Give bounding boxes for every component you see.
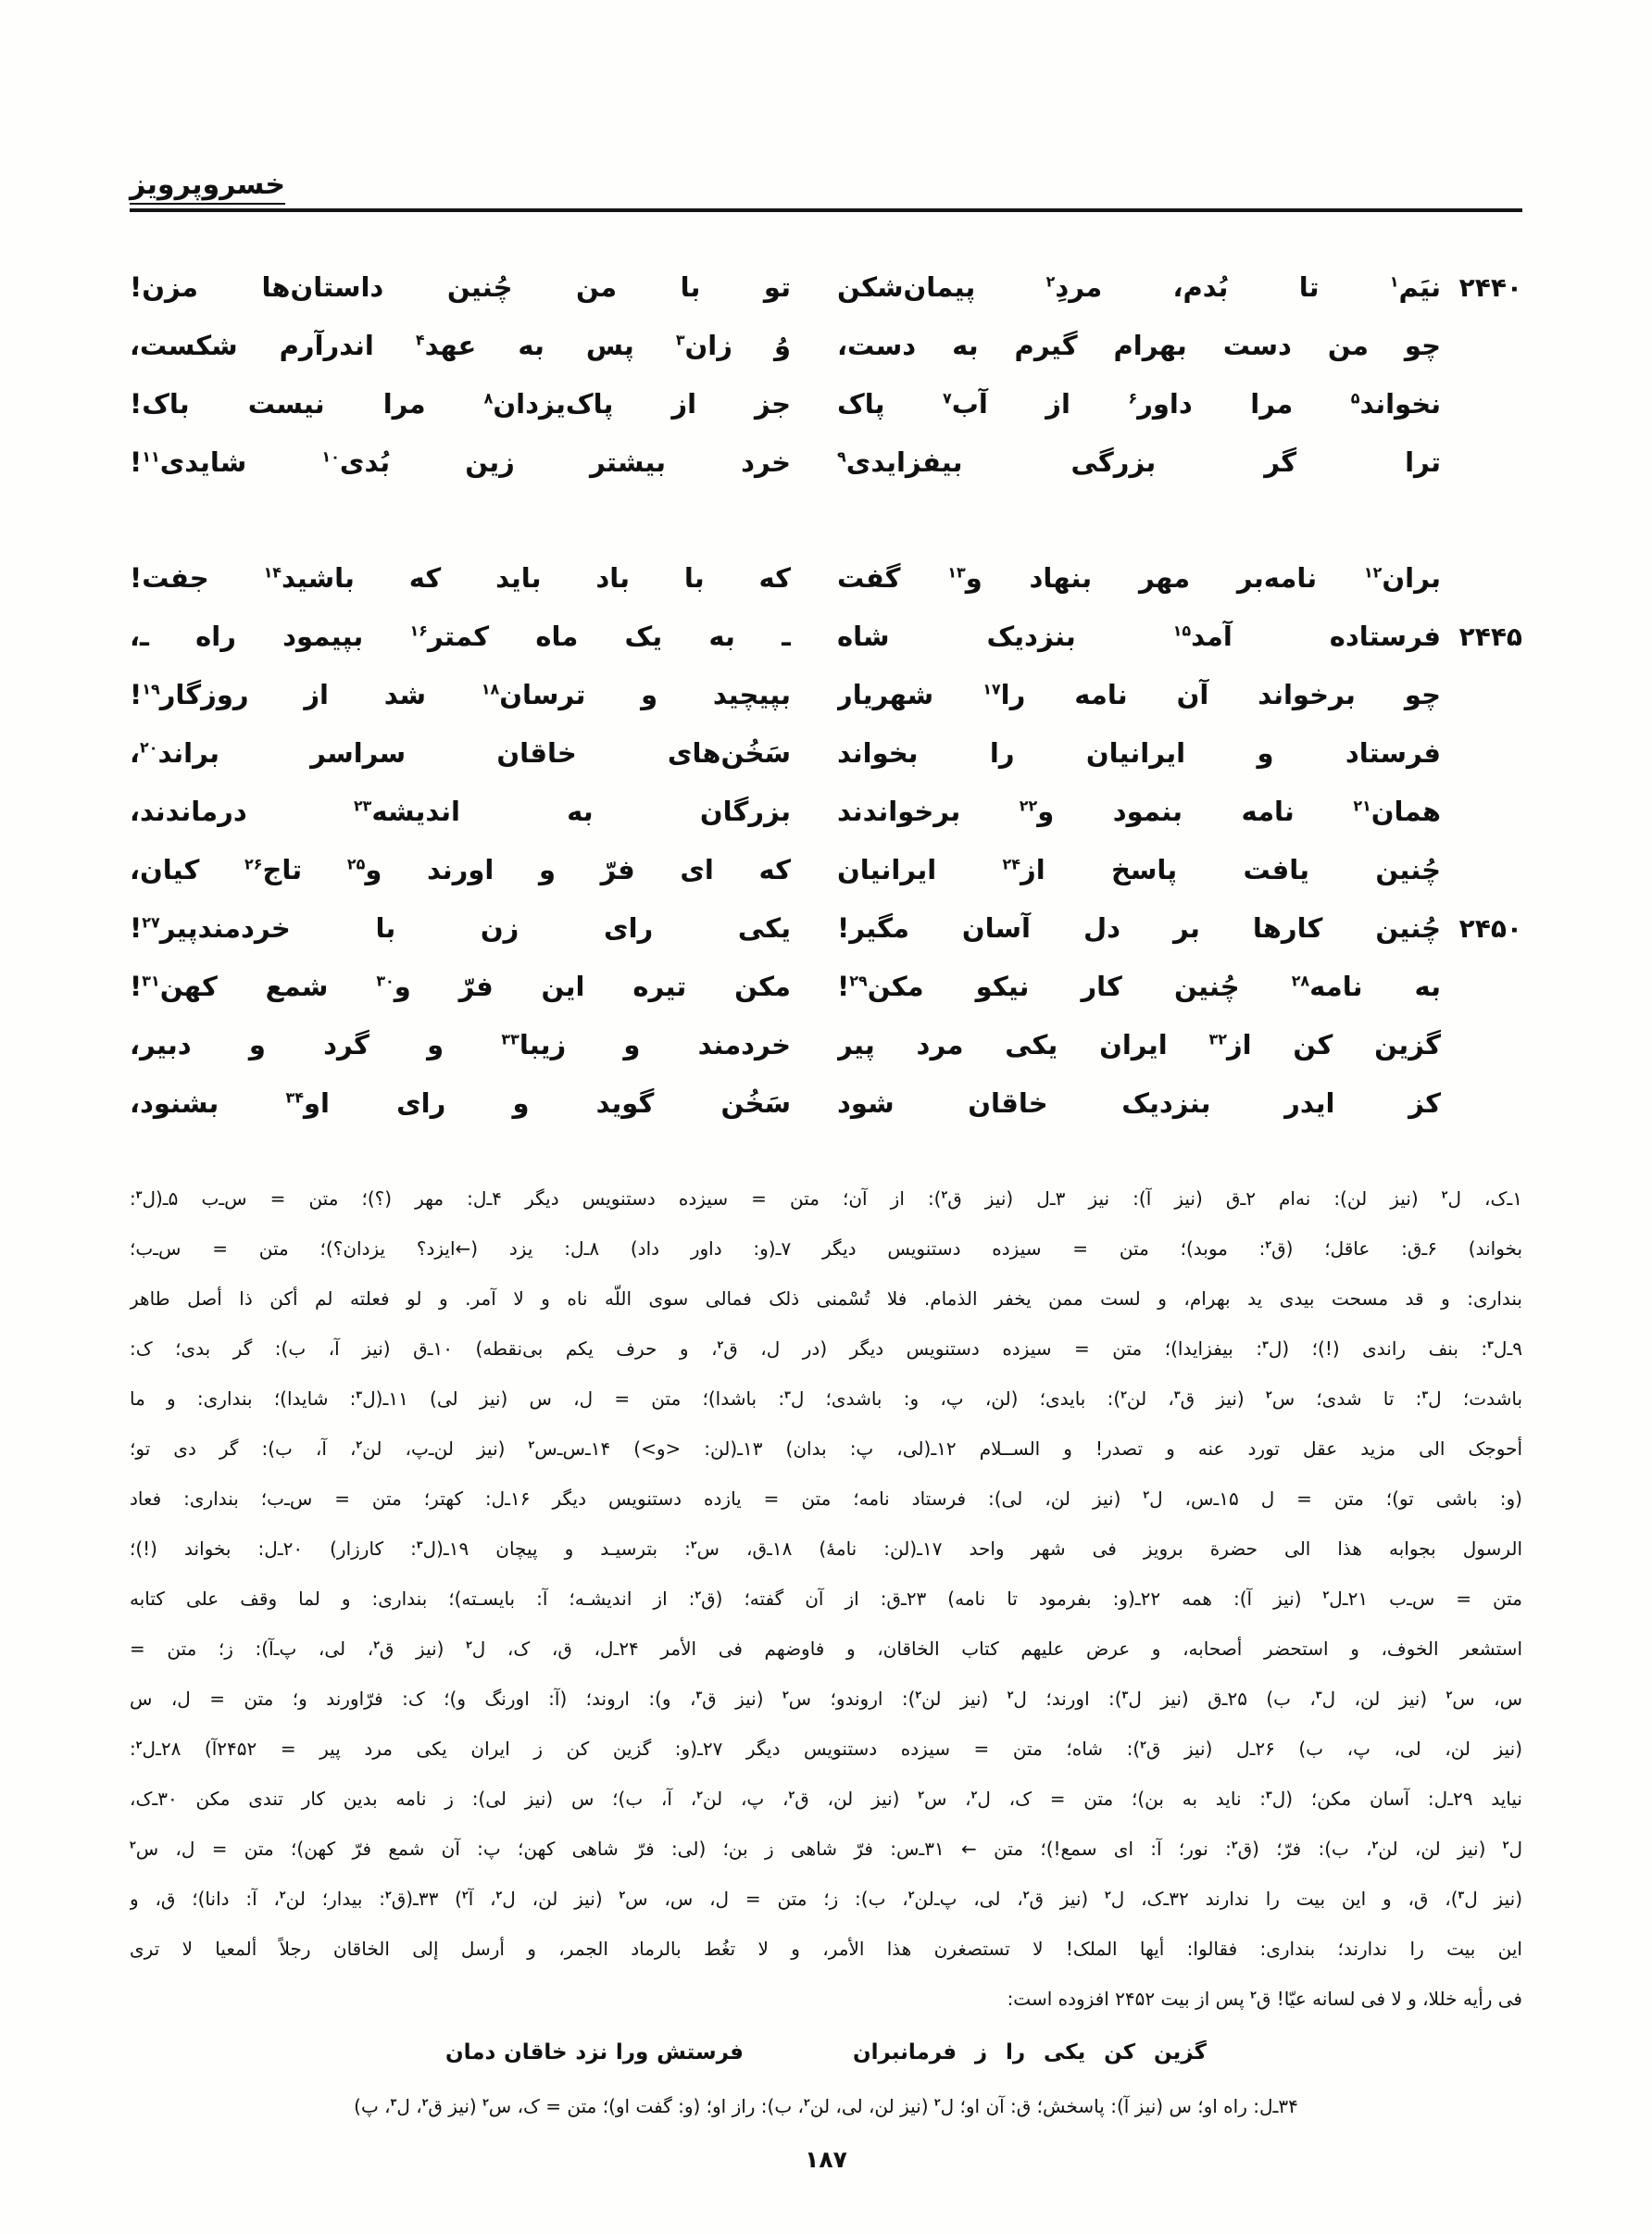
footnote-line: س، س$^۲$ (نیز لن، ل$^۳$، ب) ۲۵ـ‌ق (نیز ل$^۳$): اورند؛ ل$^۲$ (نیز لن$^۲$): اروندو؛ س$^۲$ (نیز ق$^۳$، و): اروند؛ (آ: اورنگ و)؛ ک: فرّاورند و؛ متن = ل، س — [130, 1688, 1522, 1710]
footnote-line: (نیز لن، لی، پ، ب) ۲۶ـ‌ل (نیز ق$^۲$): شاه؛ متن = سیزده دستنویس دیگر ۲۷ـ(و: گزین کن ز ایران یکی مرد پیر = ۲۴۵۲آ) ۲۸ـ‌ل$^۲$: — [130, 1738, 1522, 1760]
footnote-line: ۹ـ‌ل$^۳$: بنف راندی (!)؛ (ل$^۳$: بیفزایدا)؛ متن = سیزده دستنویس دیگر (در ل، ق$^۲$، و حرف یکم بی‌نقطه) ۱۰ـ‌ق (نیز آ، ب): گر بدی؛ ک: — [130, 1337, 1522, 1360]
poem-block — [130, 258, 1522, 1133]
hemistich-right: ترا گر بزرگی بیفزایدی$^۹$ — [837, 446, 1441, 479]
hemistich-left: تو با من چُنین داستان‌ها مزن! — [130, 271, 791, 304]
footnote-line: متن = س‌ـ‌ب ۲۱ـ‌ل$^۲$ (نیز آ): همه ۲۲ـ(و: بفرمود تا نامه) ۲۳ـ‌ق: از آن گفته؛ (ق$^۲$: از اندیشـه؛ آ: بایسـته)؛ بنداری: و لما وقف علی کتابه — [130, 1588, 1522, 1610]
hemistich-right: همان$^{۲۱}$ نامه بنمود و$^{۲۲}$ برخواندند — [837, 796, 1441, 828]
footnote-line: باشدت؛ ل$^۳$: تا شدی؛ س$^۲$ (نیز ق$^۳$، لن$^۲$): بایدی؛ (لن، پ، و: باشدی؛ ل$^۳$: باشدا)؛ متن = ل، س (نیز لی) ۱۱ـ(ل$^۳$: شایدا)؛ بنداری: و ما — [130, 1387, 1522, 1410]
verse-number: ۲۴۴۵ — [1458, 621, 1522, 652]
page-number: ۱۸۷ — [805, 2146, 847, 2173]
footnote-line: ۱ـ‌ک، ل$^۲$ (نیز لن): نه‌ام ۲ـ‌ق (نیز آ): نیز ۳ـ‌ل (نیز ق$^۲$): از آن؛ متن = سیزده دستنویس دیگر ۴ـ‌ل: مهر (؟)؛ متن = س‌ـ‌ب ۵ـ(ل$^۳$: — [130, 1187, 1522, 1210]
hemistich-left: جز از پاک‌یزدان$^۸$ مرا نیست باک! — [130, 388, 791, 420]
inline-verse-hemistich-left: فرستش ورا نزد خاقان دمان — [445, 2040, 744, 2065]
page-header — [130, 0, 1522, 212]
verse-row — [130, 1016, 1522, 1074]
footnote-line: ل$^۲$ (نیز لن، لن$^۲$، ب): فرّ؛ (ق$^۲$: نور؛ آ: ای سمع!)؛ متن ← ۳۱ـ‌س: فرّ شاهی ز بن؛ (لی: فرّ شاهی کهن؛ پ: آن شمع فرّ کهن)؛ متن = ل، س$^۲$ — [130, 1838, 1522, 1860]
hemistich-right: چو من دست بهرام گیرم به دست، — [837, 330, 1441, 362]
verse-row — [130, 958, 1522, 1016]
footnote-line: الرسول بجوابه هذا الی حضرة برویز فی شهر واحد ۱۷ـ(لن: نامهٔ) ۱۸ـ‌ق، س$^۲$: بترسیـد و پیچان ۱۹ـ(ل$^۳$: کارزار) ۲۰ـ‌ل: بخواند (!)؛ — [130, 1537, 1522, 1560]
hemistich-left: خرد بیشتر زین بُدی$^{۱۰}$ شایدی$^{۱۱}$! — [130, 446, 791, 479]
verse-row — [130, 841, 1522, 899]
inline-verse-hemistich-right: گزین کن یکی را ز فرمانبران — [853, 2040, 1207, 2065]
footnote-line: بنداری: و قد مسحت بیدی ید بهرام، و لست ممن یخفر الذمام. فلا تُسْمنی ذلک فمالی سوی اللّه ناه و لا آمر. و لو فعلته لم أکن ذا أصل طاهر — [130, 1287, 1522, 1310]
verse-row — [130, 899, 1522, 958]
hemistich-left: مکن تیره این فرّ و$^{۳۰}$ شمعِ کهن$^{۳۱}$! — [130, 971, 791, 1003]
chapter-title: خسروپرویز — [130, 169, 285, 205]
hemistich-left: وُ زان$^۳$ پس به عهد$^۴$ اندرآرم شکست، — [130, 330, 791, 362]
verse-row — [130, 549, 1522, 608]
hemistich-right: چُنین کارها بر دل آسان مگیر! — [837, 912, 1441, 945]
hemistich-left: بپیچید و ترسان$^{۱۸}$ شد از روزگار$^{۱۹}$! — [130, 679, 791, 711]
hemistich-right: کز ایدر بنزدیک خاقان شود — [837, 1087, 1441, 1120]
critical-apparatus — [130, 1173, 1522, 2131]
hemistich-left: ـ به یک ماه کمتر$^{۱۶}$ بپیمود راه ـ، — [130, 621, 791, 653]
verse-row — [130, 666, 1522, 724]
footnote-line: (نیز ل$^۳$)، ق، و این بیت را ندارند ۳۲ـ‌ک، ل$^۲$ (نیز ق$^۲$، لی، پ‌ـ‌لن$^۲$، ب): ز؛ متن = ل، س، س$^۲$ (نیز لن، ل$^۲$، آ$^۲$) ۳۳ـ(ق$^۲$: بیدار؛ لن$^۲$، آ: دانا)؛ ق، و — [130, 1888, 1522, 1910]
stanza — [130, 549, 1522, 1133]
hemistich-left: خردمند و زیبا$^{۳۳}$ و گرد و دبیر، — [130, 1029, 791, 1061]
verse-row — [130, 317, 1522, 375]
footnote-line: أحوجک الی مزید عقل تورد عنه و تصدر! و الســلام ۱۲ـ(لی، پ: بدان) ۱۳ـ(لن: <و>) ۱۴ـ‌س‌ـ‌س$^۲$ (نیز لن‌ـ‌پ، لن$^۲$، آ، ب): گر دی تو؛ — [130, 1437, 1522, 1460]
footnote-line: استشعر الخوف، و استحضر أصحابه، و عرض علیهم کتاب الخاقان، و فاوضهم فی الأمر ۲۴ـ‌ل، ق، ک، ل$^۲$ (نیز ق$^۲$، لی، پ‌ـ‌آ): ز؛ متن = — [130, 1638, 1522, 1660]
hemistich-right: چو برخواند آن نامه را$^{۱۷}$ شهریار — [837, 679, 1441, 711]
verse-number: ۲۴۴۰ — [1458, 272, 1522, 303]
hemistich-left: که ای فرّ و اورند و$^{۲۵}$ تاج$^{۲۶}$ کیان، — [130, 854, 791, 886]
hemistich-right: گزین کن از$^{۳۲}$ ایران یکی مرد پیر — [837, 1029, 1441, 1061]
hemistich-left: بزرگان به اندیشه$^{۲۳}$ درماندند، — [130, 796, 791, 828]
hemistich-right: فرستاد و ایرانیان را بخواند — [837, 737, 1441, 770]
verse-row — [130, 783, 1522, 841]
footnote-line: فی رأیه خللا، و لا فی لسانه عیّا! ق$^۲$ پس از بیت ۲۴۵۲ افزوده است: — [1007, 1988, 1522, 2010]
footnote-line: ۳۴ـ‌ل: راه او؛ س (نیز آ): پاسخش؛ ق: آن او؛ ل$^۲$ (نیز لن، لی، لن$^۲$، ب): راز او؛ (و: گفت او)؛ متن = ک، س$^۲$ (نیز ق$^۲$، ل$^۳$، پ) — [354, 2095, 1298, 2117]
hemistich-right: فرستاده آمد$^{۱۵}$ بنزدیک شاه — [837, 621, 1441, 653]
hemistich-right: نیَم$^۱$ تا بُدم، مردِ$^۲$ پیمان‌شکن — [837, 271, 1441, 304]
footnote-line: این بیت را ندارند؛ بنداری: فقالوا: أیها الملک! لا تستصغرن هذا الأمر، و لا تغُط بالرماد الجمر، و أرسل إلی الخاقان رجلاً ألمعیا لا تری — [130, 1938, 1522, 1960]
hemistich-right: چُنین یافت پاسخ از$^{۲۴}$ ایرانیان — [837, 854, 1441, 886]
hemistich-right: بران$^{۱۲}$ نامه‌بر مهر بنهاد و$^{۱۳}$ گفت — [837, 562, 1441, 595]
verse-row — [130, 724, 1522, 783]
stanza — [130, 258, 1522, 492]
footnote-inline-verse — [130, 2024, 1522, 2081]
hemistich-left: سَخُن گوید و رای او$^{۳۴}$ بشنود، — [130, 1087, 791, 1120]
hemistich-left: که با باد باید که باشید$^{۱۴}$ جفت! — [130, 562, 791, 595]
hemistich-right: به نامه$^{۲۸}$ چُنین کار نیکو مکن$^{۲۹}$! — [837, 971, 1441, 1003]
verse-number: ۲۴۵۰ — [1458, 913, 1522, 944]
hemistich-right: نخواند$^۵$ مرا داور$^۶$ از آب$^۷$ پاک — [837, 388, 1441, 420]
verse-row — [130, 433, 1522, 492]
verse-row — [130, 375, 1522, 433]
verse-row — [130, 1074, 1522, 1133]
footnote-line: (و: باشی تو)؛ متن = ل ۱۵ـ‌س، ل$^۲$ (نیز لن، لی): فرستاد نامه؛ متن = یازده دستنویس دیگر ۱۶ـ‌ل: کهتر؛ متن = س‌ـ‌ب؛ بنداری: فعاد — [130, 1487, 1522, 1510]
footnote-line: نیاید ۲۹ـ‌ل: آسان مکن؛ (ل$^۳$: ناید به بن)؛ متن = ک، ل$^۲$، س$^۲$ (نیز لن، ق$^۲$، پ، لن$^۲$، آ، ب)؛ س (نیز لی): ز نامه بدین کار تندی مکن ۳۰ـ‌ک، — [130, 1788, 1522, 1810]
verse-row — [130, 608, 1522, 666]
footnote-line: بخواند) ۶ـ‌ق: عاقل؛ (ق$^۲$: موبد)؛ متن = سیزده دستنویس دیگر ۷ـ(و: داور داد) ۸ـ‌ل: یزد (←ایزد؟ یزدان؟)؛ متن = س‌ـ‌ب؛ — [130, 1237, 1522, 1260]
hemistich-left: سَخُن‌های خاقان سراسر براند$^{۲۰}$، — [130, 737, 791, 770]
verse-row — [130, 258, 1522, 317]
hemistich-left: یکی رای زن با خردمندپیر$^{۲۷}$! — [130, 912, 791, 945]
